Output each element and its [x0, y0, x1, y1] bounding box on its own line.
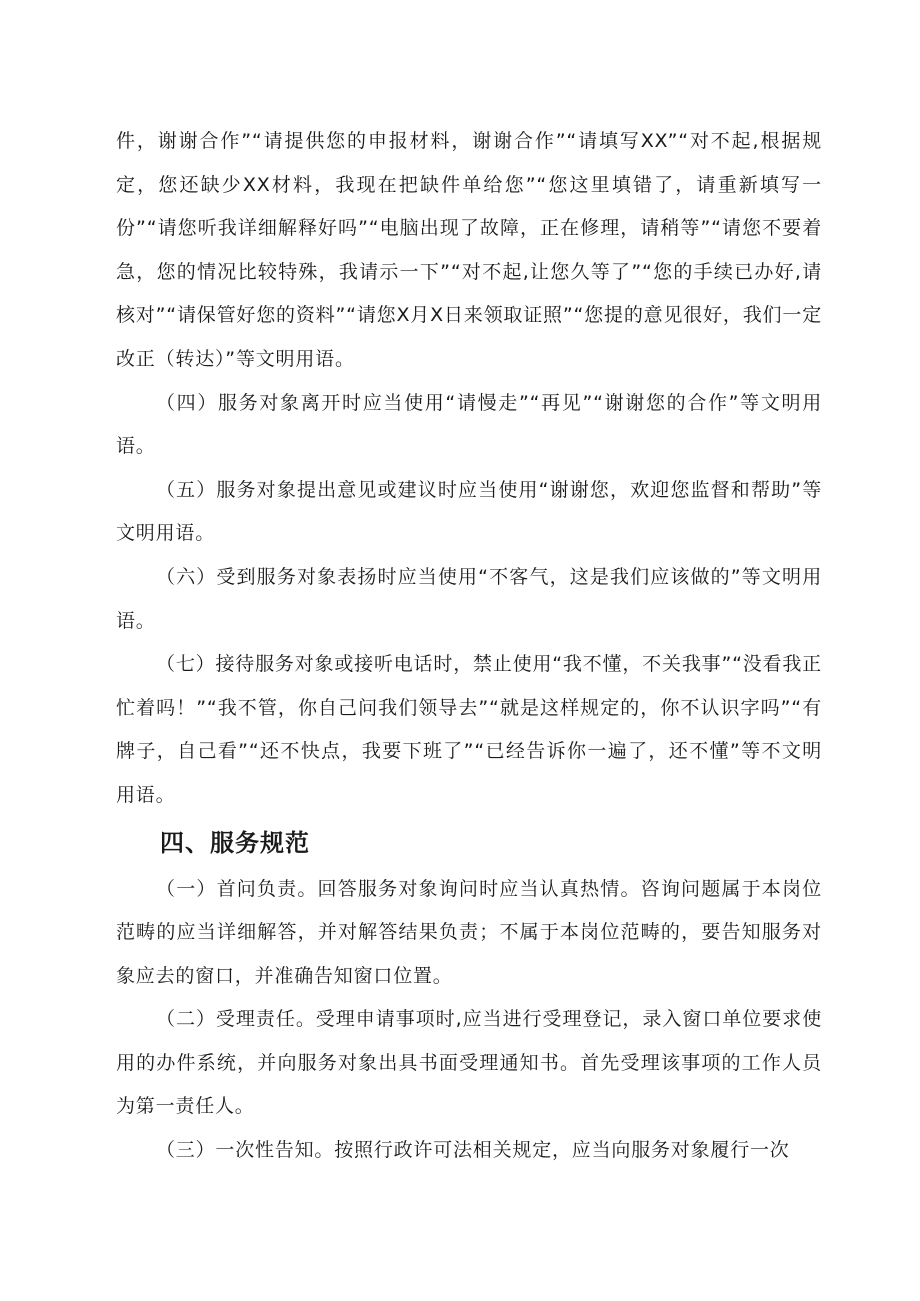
paragraph-service-1: （一）首问负责。回答服务对象询问时应当认真热情。咨询问题属于本岗位范畴的应当详细解答，并对解答结果负责；不属于本岗位范畴的，要告知服务对象应去的窗口，并准确告知窗口位置。 — [116, 877, 822, 987]
paragraph-item-4: （四）服务对象离开时应当使用“请慢走”“再见”“谢谢您的合作”等文明用语。 — [116, 391, 822, 458]
section-heading: 四、服务规范 — [160, 828, 310, 857]
paragraph-service-2: （二）受理责任。受理申请事项时,应当进行受理登记，录入窗口单位要求使用的办件系统，并向服务对象出具书面受理通知书。首先受理该事项的工作人员为第一责任人。 — [116, 1008, 822, 1118]
paragraph-item-6: （六）受到服务对象表扬时应当使用“不客气，这是我们应该做的”等文明用语。 — [116, 565, 822, 632]
paragraph-service-3: （三）一次性告知。按照行政许可法相关规定，应当向服务对象履行一次 — [156, 1139, 790, 1162]
paragraph-item-7: （七）接待服务对象或接听电话时，禁止使用“我不懂，不关我事”“没看我正忙着吗！”“我不管，你自己问我们领导去”“就是这样规定的，你不认识字吗”“有牌子，自己看”“还不快点，我要下班了”“已经告诉你一遍了，还不懂”等不文明用语。 — [116, 653, 822, 806]
document-body — [116, 120, 822, 1173]
paragraph-continuation: 件，谢谢合作”“请提供您的申报材料，谢谢合作”“请填写XX”“对不起,根据规定，您还缺少XX材料，我现在把缺件单给您”“您这里填错了，请重新填写一份”“请您听我详细解释好吗”“电脑出现了故障，正在修理，请稍等”“请您不要着急，您的情况比较特殊，我请示一下”“对不起,让您久等了”“您的手续已办好,请核对”“请保管好您的资料”“请您X月X日来领取证照”“您提的意见很好，我们一定改正（转达）”等文明用语。 — [116, 130, 822, 370]
paragraph-item-5: （五）服务对象提出意见或建议时应当使用“谢谢您，欢迎您监督和帮助”等文明用语。 — [116, 478, 822, 545]
